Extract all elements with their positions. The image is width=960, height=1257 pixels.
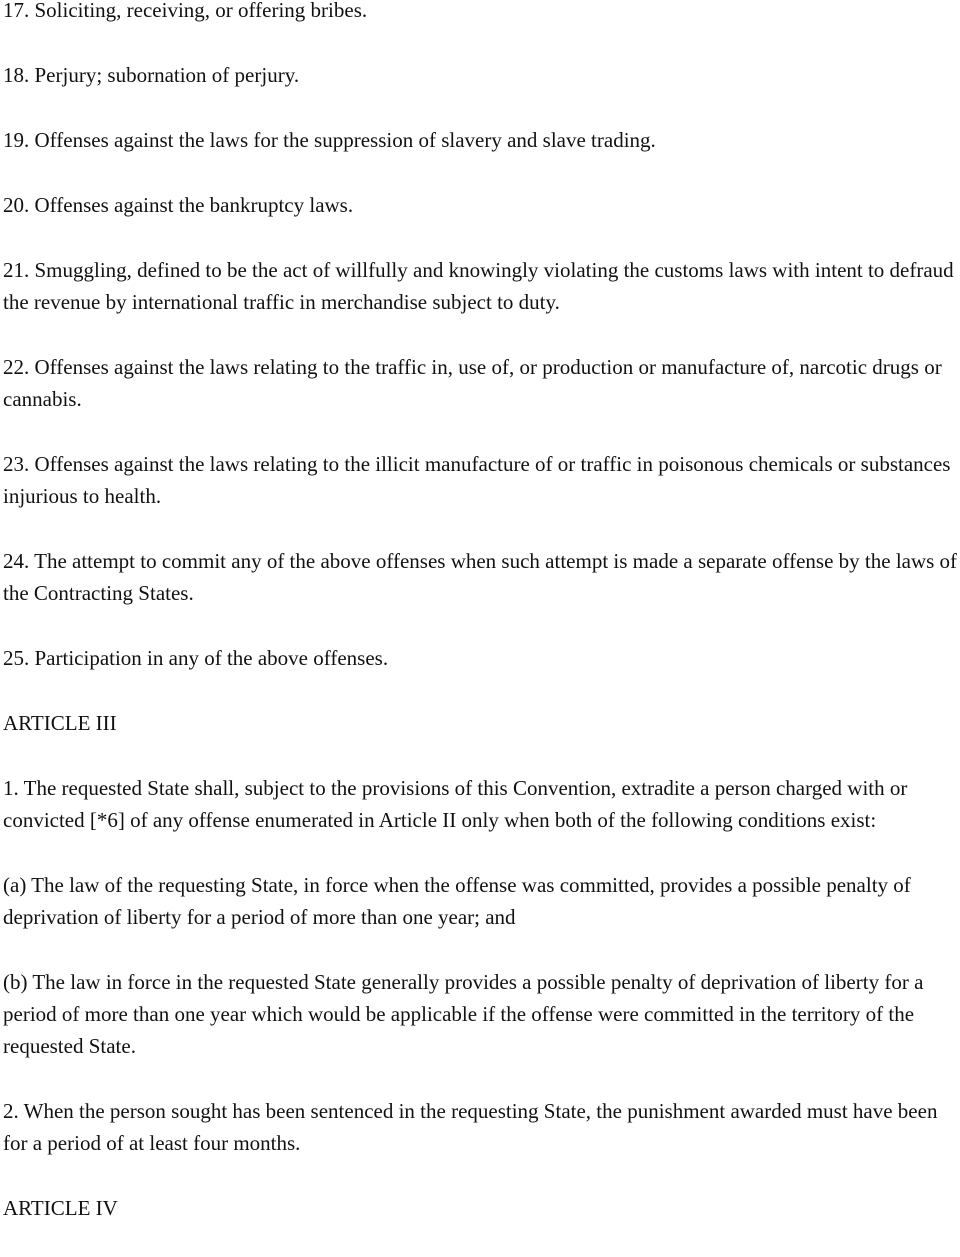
- paragraph-item-25: 25. Participation in any of the above offenses.: [3, 646, 389, 670]
- paragraph-item-21: 21. Smuggling, defined to be the act of willfully and knowingly violating the customs laws with intent to defraud the revenue by international traffic in merchandise subject to duty.: [3, 258, 954, 314]
- paragraph-item-24: 24. The attempt to commit any of the above offenses when such attempt is made a separate offense by the laws of the Contracting States.: [3, 549, 958, 605]
- paragraph-item-20: 20. Offenses against the bankruptcy laws.: [3, 193, 354, 217]
- paragraph-item-22: 22. Offenses against the laws relating to the traffic in, use of, or production or manufacture of, narcotic drugs or cannabis.: [3, 355, 942, 411]
- paragraph-article-iii-1b: (b) The law in force in the requested State generally provides a possible penalty of deprivation of liberty for a period of more than one year which would be applicable if the offense were committed in the territory of the requested State.: [3, 970, 924, 1058]
- paragraph-article-iii-2: 2. When the person sought has been sentenced in the requesting State, the punishment awarded must have been for a period of at least four months.: [3, 1099, 938, 1155]
- document-body: [3, 0, 958, 1257]
- article-heading-iii: ARTICLE III: [3, 711, 117, 735]
- paragraph-article-iii-1a: (a) The law of the requesting State, in force when the offense was committed, provides a possible penalty of deprivation of liberty for a period of more than one year; and: [3, 873, 911, 929]
- paragraph-item-18: 18. Perjury; subornation of perjury.: [3, 63, 300, 87]
- paragraph-item-19: 19. Offenses against the laws for the suppression of slavery and slave trading.: [3, 128, 656, 152]
- paragraph-item-23: 23. Offenses against the laws relating to the illicit manufacture of or traffic in poisonous chemicals or substances injurious to health.: [3, 452, 951, 508]
- paragraph-article-iii-1: 1. The requested State shall, subject to the provisions of this Convention, extradite a person charged with or convicted [*6] of any offense enumerated in Article II only when both of the following conditions exist:: [3, 776, 908, 832]
- paragraph-item-17: 17. Soliciting, receiving, or offering bribes.: [3, 0, 368, 22]
- article-heading-iv: ARTICLE IV: [3, 1196, 118, 1220]
